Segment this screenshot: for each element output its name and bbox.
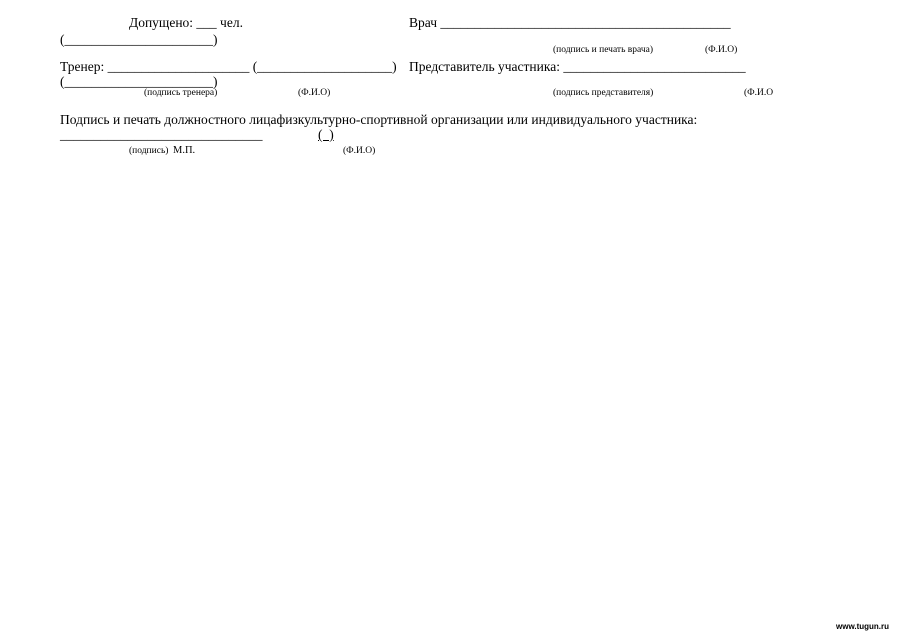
coach-label: Тренер: _____________________ (____________________) [60, 59, 397, 74]
doctor-fio-caption: (Ф.И.О) [705, 45, 738, 55]
official-fio-caption: (Ф.И.О) [343, 146, 376, 156]
watermark: www.tugun.ru [836, 622, 890, 631]
doctor-label: Врач ___________________________________________ [409, 15, 731, 30]
stamp-place-label: М.П. [173, 145, 196, 156]
official-signature-line: ______________________________ [60, 127, 263, 142]
representative-label: Представитель участника: ___________________________ [409, 59, 746, 74]
coach-extra-paren: (______________________) [60, 74, 218, 89]
representative-signature-caption: (подпись представителя) [553, 88, 654, 98]
official-signature-statement: Подпись и печать должностного лицафизкультурно-спортивной организации или индивидуального участника: [60, 112, 698, 127]
admitted-signature-paren: (______________________) [60, 32, 218, 47]
doctor-signature-caption: (подпись и печать врача) [553, 45, 654, 55]
official-signature-caption: (подпись) [129, 146, 169, 156]
coach-signature-caption: (подпись тренера) [144, 88, 218, 98]
official-fio-paren: ( ) [318, 127, 334, 142]
representative-fio-caption: (Ф.И.О [744, 88, 774, 98]
admitted-count-label: Допущено: ___ чел. [129, 15, 243, 30]
coach-fio-caption: (Ф.И.О) [298, 88, 331, 98]
